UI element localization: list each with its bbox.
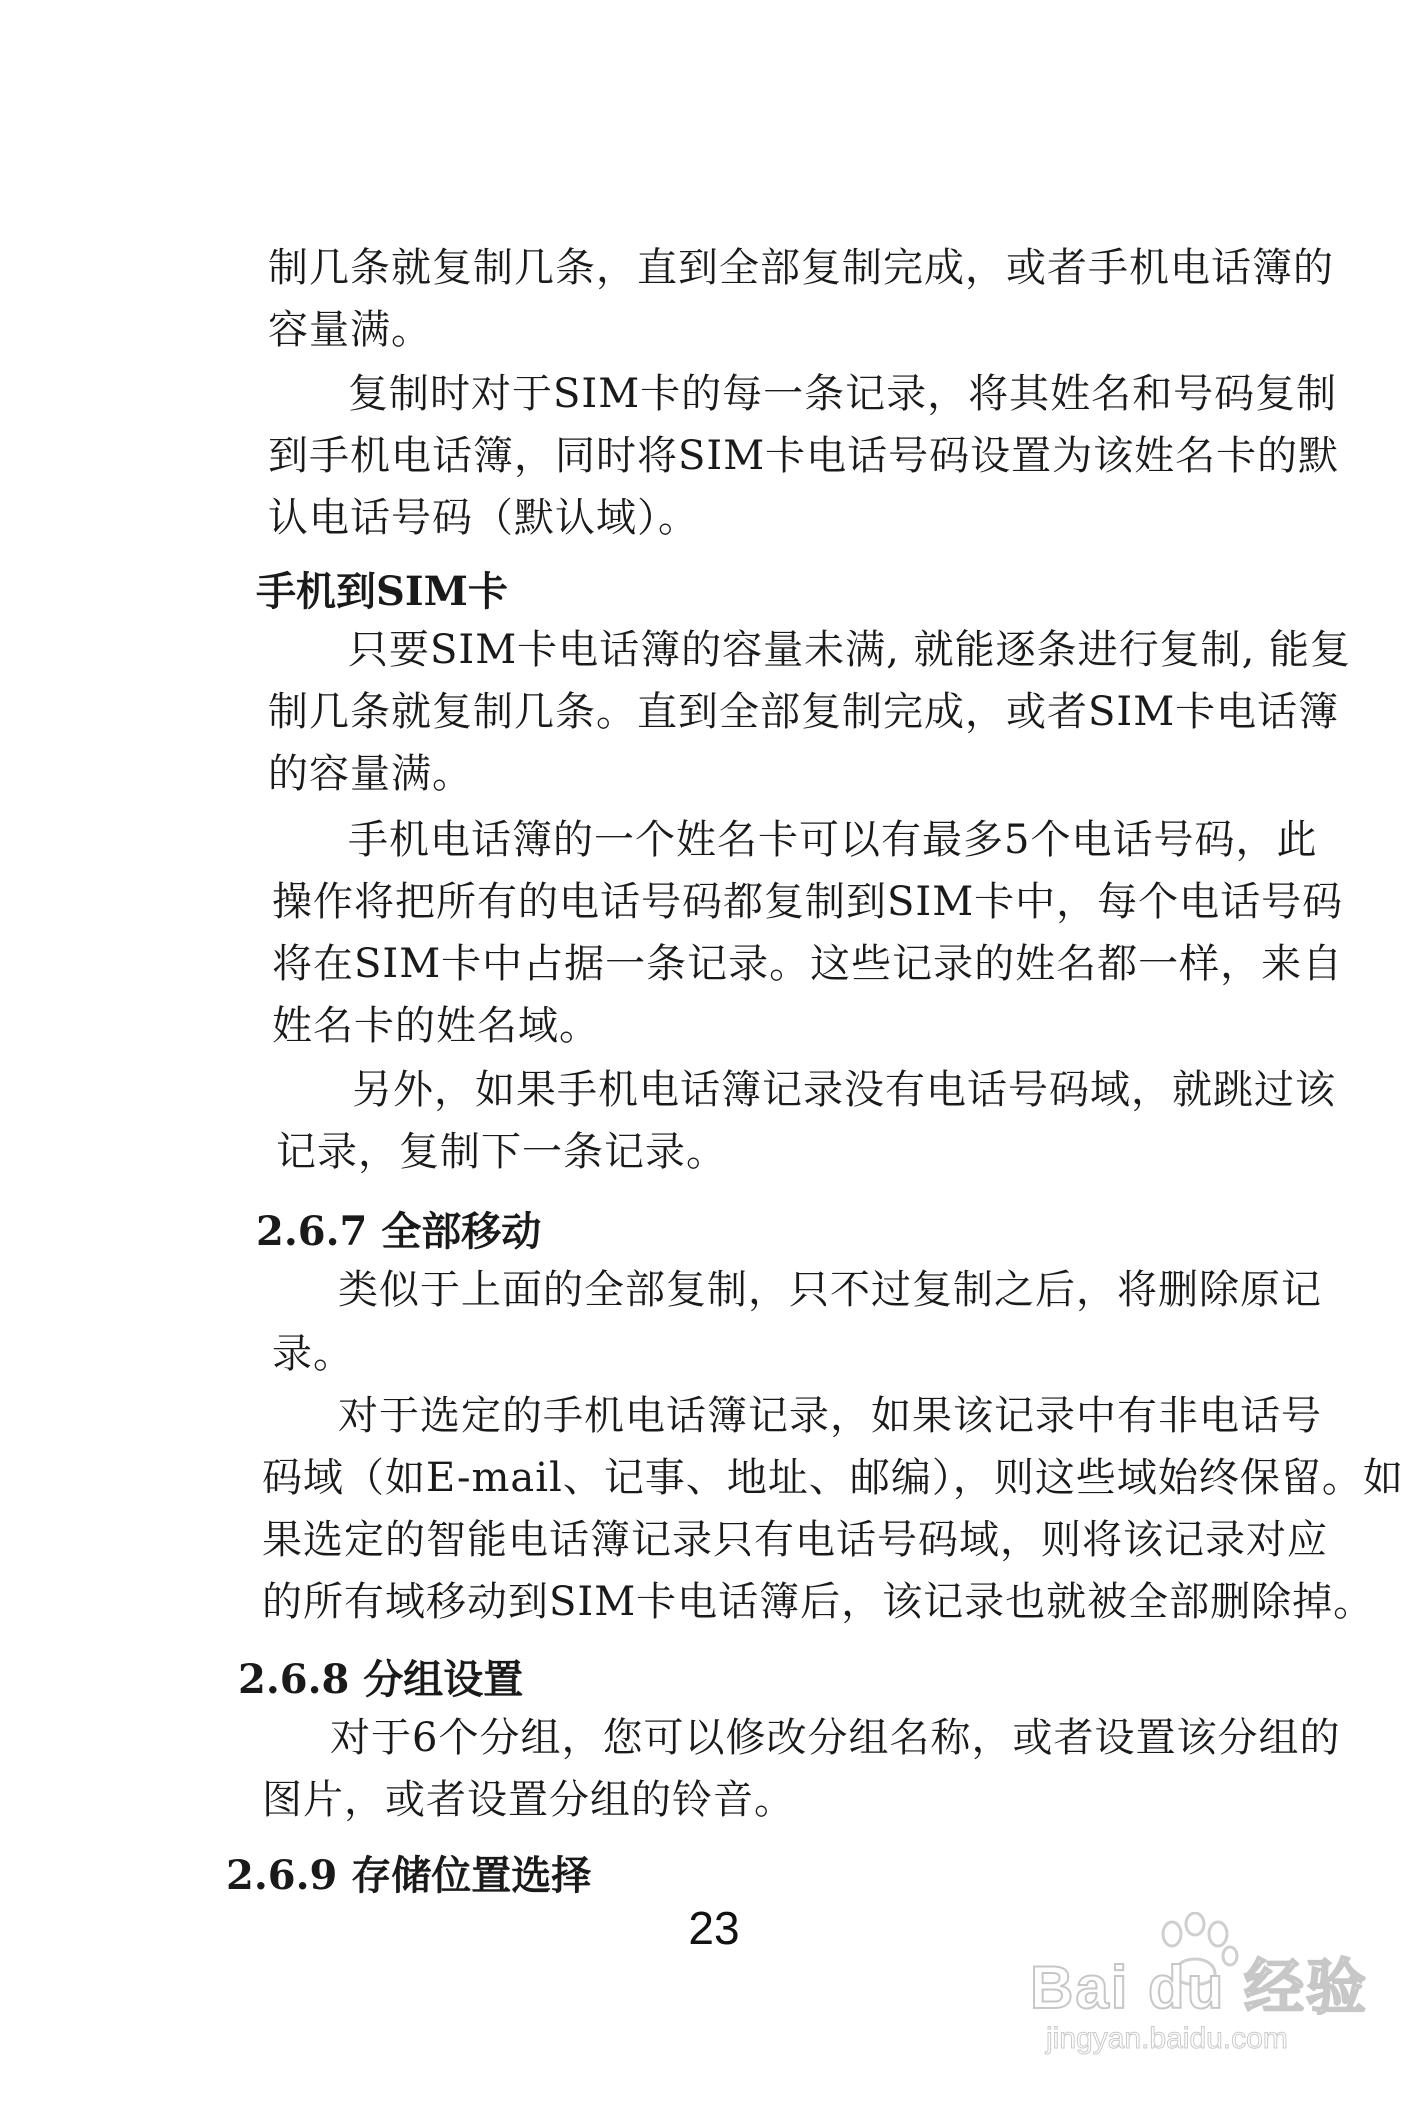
body-text-line: 类似于上面的全部复制，只不过复制之后，将删除原记 <box>338 1267 1322 1313</box>
section-heading-2-6-7: 2.6.7 全部移动 <box>256 1208 542 1255</box>
body-text-line: 对于选定的手机电话簿记录，如果该记录中有非电话号 <box>338 1393 1322 1439</box>
body-text-line: 认电话号码（默认域）。 <box>268 495 699 541</box>
body-text-line: 另外，如果手机电话簿记录没有电话号码域，就跳过该 <box>352 1067 1336 1113</box>
body-text-line: 的所有域移动到SIM卡电话簿后，该记录也就被全部删除掉。 <box>262 1579 1375 1625</box>
section-heading-2-6-8: 2.6.8 分组设置 <box>238 1656 524 1703</box>
body-text-line: 记录，复制下一条记录。 <box>276 1129 727 1175</box>
body-text-line: 制几条就复制几条，直到全部复制完成，或者手机电话簿的 <box>268 245 1334 291</box>
baidu-jingyan-watermark <box>1030 1912 1369 2082</box>
body-text-line: 操作将把所有的电话号码都复制到SIM卡中，每个电话号码 <box>272 879 1344 925</box>
body-text-line: 制几条就复制几条。直到全部复制完成，或者SIM卡电话簿 <box>268 689 1340 735</box>
watermark-logo-text: Bai du 经验 <box>1030 1954 1369 2021</box>
body-text-line: 录。 <box>272 1331 354 1377</box>
body-text-line: 图片，或者设置分组的铃音。 <box>262 1777 795 1823</box>
body-text-line: 容量满。 <box>268 307 432 353</box>
page-number: 23 <box>688 1902 740 1954</box>
body-text-line: 复制时对于SIM卡的每一条记录，将其姓名和号码复制 <box>348 371 1338 417</box>
body-text-line: 手机电话簿的一个姓名卡可以有最多5个电话号码，此 <box>348 817 1318 863</box>
section-heading: 手机到SIM卡 <box>256 568 508 615</box>
body-text-line: 姓名卡的姓名域。 <box>272 1003 600 1049</box>
body-text-line: 对于6个分组，您可以修改分组名称，或者设置该分组的 <box>330 1715 1341 1761</box>
body-text-line: 只要SIM卡电话簿的容量未满, 就能逐条进行复制, 能复 <box>348 627 1352 673</box>
body-text-line: 将在SIM卡中占据一条记录。这些记录的姓名都一样，来自 <box>272 941 1344 987</box>
body-text-line: 到手机电话簿，同时将SIM卡电话号码设置为该姓名卡的默 <box>268 433 1340 479</box>
body-text-line: 码域（如E-mail、记事、地址、邮编），则这些域始终保留。如 <box>262 1455 1404 1501</box>
section-heading-2-6-9: 2.6.9 存储位置选择 <box>226 1852 592 1899</box>
watermark-url: jingyan.baidu.com <box>1046 2022 1288 2055</box>
body-text-line: 果选定的智能电话簿记录只有电话号码域，则将该记录对应 <box>262 1517 1328 1563</box>
body-text-line: 的容量满。 <box>268 751 473 797</box>
